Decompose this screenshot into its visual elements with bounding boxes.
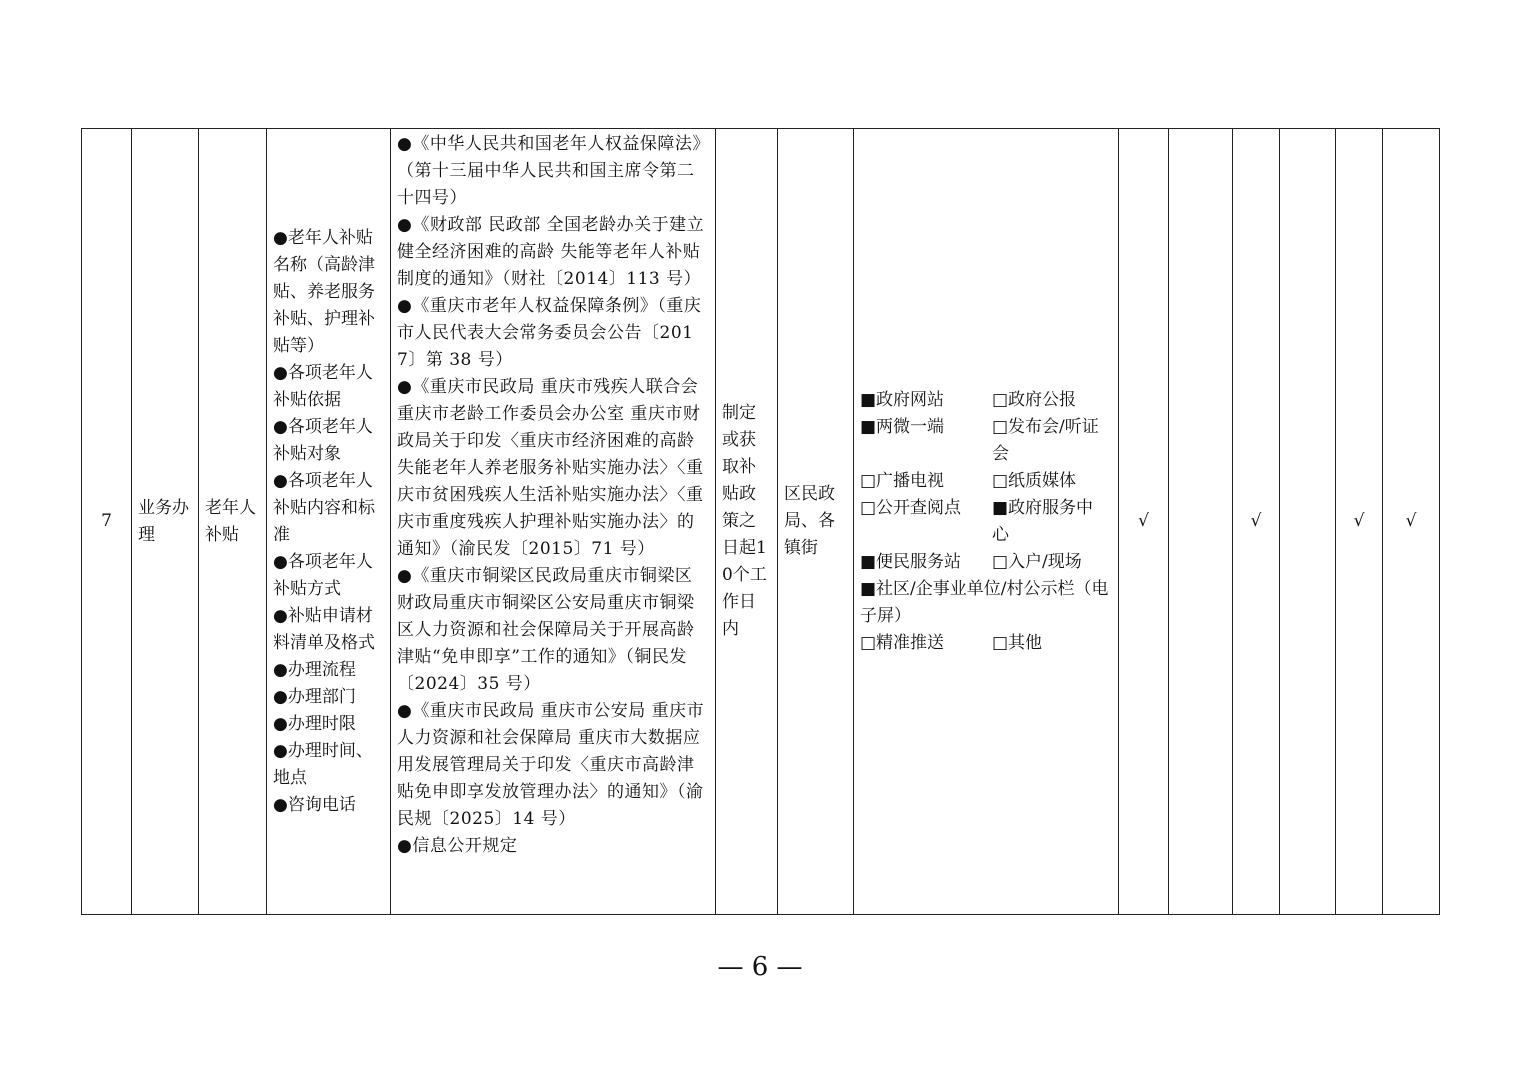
row-number-cell: 7 <box>82 129 132 915</box>
item-cell: 老年人补贴 <box>199 129 267 915</box>
channel-item: □广播电视 <box>860 470 945 491</box>
list-item: ●各项老年人补贴方式 <box>273 551 373 599</box>
list-item: ●信息公开规定 <box>397 836 518 856</box>
list-item: ●办理时限 <box>273 713 356 734</box>
list-item: ●办理流程 <box>273 659 356 680</box>
check-cell: √ <box>1233 129 1280 915</box>
channel-item: □发布会/听证会 <box>992 416 1099 464</box>
list-item: ●办理时间、地点 <box>273 740 373 788</box>
channel-grid <box>860 387 1112 657</box>
time-limit-cell: 制定或获取补贴政策之日起10个工作日内 <box>716 129 778 915</box>
channel-item: ■社区/企事业单位/村公示栏（电子屏） <box>860 578 1109 626</box>
list-item: ●《中华人民共和国老年人权益保障法》（第十三届中华人民共和国主席令第二十四号） <box>397 134 702 208</box>
channel-item: □纸质媒体 <box>992 470 1077 491</box>
channel-item: □公开查阅点 <box>860 497 962 518</box>
channel-item: ■政府服务中心 <box>992 497 1094 545</box>
list-item: ●《重庆市铜梁区民政局重庆市铜梁区财政局重庆市铜梁区公安局重庆市铜梁区人力资源和社会保障局关于开展高龄津贴“免申即享”工作的通知》（铜民发〔2024〕35 号） <box>397 566 695 694</box>
table-row <box>82 129 1440 915</box>
check-cell <box>1280 129 1336 915</box>
list-item: ●补贴申请材料清单及格式 <box>273 605 375 653</box>
check-cell: √ <box>1119 129 1169 915</box>
list-item: ●各项老年人补贴对象 <box>273 416 373 464</box>
list-item: ●《重庆市民政局 重庆市残疾人联合会 重庆市老龄工作委员会办公室 重庆市财政局关于印发〈重庆市经济困难的高龄失能老年人养老服务补贴实施办法〉〈重庆市贫困残疾人生活补贴实施办法〉〈重庆市重度残疾人护理补贴实施办法〉的通知》（渝民发〔2015〕71 号） <box>397 377 704 559</box>
list-item: ●《重庆市老年人权益保障条例》（重庆市人民代表大会常务委员会公告〔2017〕第 38 号） <box>397 296 702 370</box>
check-cell: √ <box>1336 129 1383 915</box>
list-item: ●咨询电话 <box>273 794 356 815</box>
channels-cell <box>854 129 1119 915</box>
disclosure-table <box>81 128 1440 915</box>
channel-item: ■便民服务站 <box>860 551 962 572</box>
list-item: ●老年人补贴名称（高龄津贴、养老服务补贴、护理补贴等） <box>273 227 375 356</box>
list-item: ●办理部门 <box>273 686 356 707</box>
basis-list <box>397 131 709 860</box>
list-item: ●《财政部 民政部 全国老龄办关于建立健全经济困难的高龄 失能等老年人补贴制度的通知》（财社〔2014〕113 号） <box>397 215 705 289</box>
content-list <box>273 225 384 819</box>
list-item: ●各项老年人补贴内容和标准 <box>273 470 375 545</box>
channel-item: ■政府网站 <box>860 389 945 410</box>
subject-cell: 区民政局、各镇街 <box>778 129 854 915</box>
channel-item: □精准推送 <box>860 632 945 653</box>
content-cell <box>267 129 391 915</box>
page-number: — 6 — <box>717 952 803 982</box>
channel-item: ■两微一端 <box>860 416 945 437</box>
channel-item: □入户/现场 <box>992 551 1082 572</box>
list-item: ●《重庆市民政局 重庆市公安局 重庆市人力资源和社会保障局 重庆市大数据应用发展管理局关于印发〈重庆市高龄津贴免申即享发放管理办法〉的通知》（渝民规〔2025〕14 号） <box>397 701 705 829</box>
list-item: ●各项老年人补贴依据 <box>273 362 373 410</box>
category-cell: 业务办理 <box>132 129 199 915</box>
basis-cell <box>391 129 716 915</box>
check-cell <box>1169 129 1233 915</box>
check-cell: √ <box>1383 129 1440 915</box>
channel-item: □其他 <box>992 632 1043 653</box>
channel-item: □政府公报 <box>992 389 1077 410</box>
